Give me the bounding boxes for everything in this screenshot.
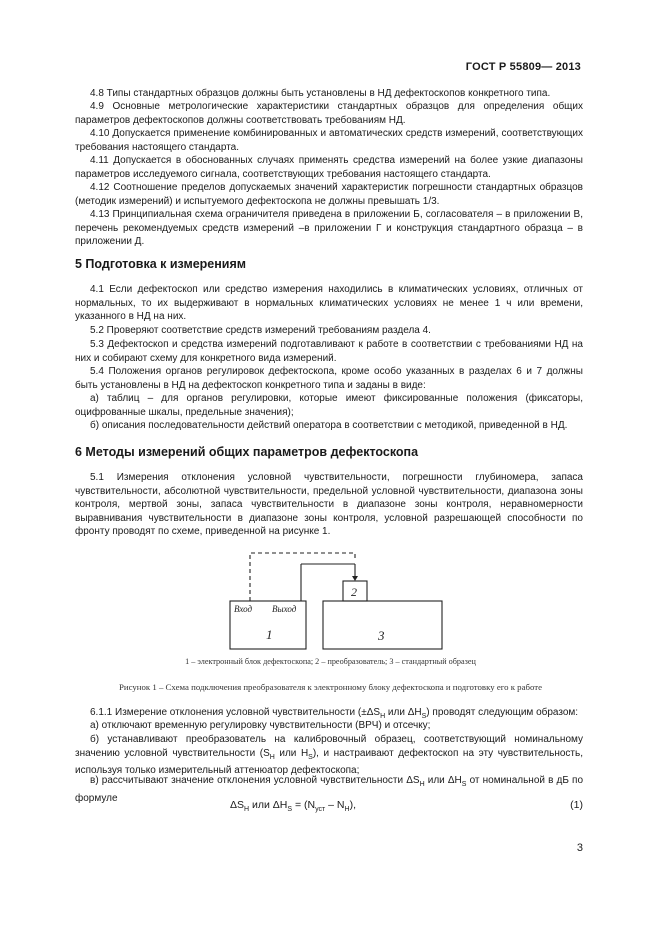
paragraph-text: а) таблиц – для органов регулировки, которые имеют фиксированные положения (фиксаторы, оцифрованные шкалы, предельные значения); [75,393,583,418]
paragraph-text: 4.12 Соотношение пределов допускаемых значений характеристик погрешности стандартных образцов (методик измерений) и испытуемого дефектоскопа не должны превышать 1/3. [75,182,583,207]
formula-number: (1) [570,799,583,811]
figure-title: Рисунок 1 – Схема подключения преобразователя к электронному блоку дефектоскопа и подготовку его к работе [119,682,542,692]
standard-header: ГОСТ Р 55809— 2013 [465,61,581,73]
text-run: или ΔH [424,775,462,786]
section-6-title: 6 Методы измерений общих параметров дефектоскопа [75,445,419,459]
paragraph-text: б) описания последовательности действий оператора в соответствии с методикой, приведенной в НД. [90,420,568,431]
paragraph-5-1 [75,283,583,324]
text-run: ), [349,799,356,811]
paragraph-6-1-1-b [75,733,583,778]
block-3-number: 3 [378,628,385,643]
subscript: S [461,781,467,788]
paragraph-5-4 [75,365,583,392]
paragraph-4-9 [75,100,583,127]
paragraph-4-10 [75,127,583,154]
subscript: H [244,806,250,814]
text-run: ), и настраивают дефектоскоп на эту чувствительность, используя только измерительный аттенюатор дефектоскопа; [75,747,583,777]
paragraph-text: 4.13 Принципиальная схема ограничителя приведена в приложении Б, согласователя – в приложении В, перечень рекомендуемых средств измерений –в приложении Г и конструкция стандартного образца – в приложении Д. [75,209,583,248]
subscript: S [308,753,313,761]
paragraph-4-13 [75,208,583,249]
paragraph-5-3 [75,338,583,365]
connection-diagram [226,548,446,652]
paragraph-6-1-1-a [75,719,583,733]
text-run: в) рассчитывают значение отклонения условной чувствительности ΔS [90,775,420,786]
text-run: ) проводят следующим образом: [426,707,579,718]
paragraph-6-intro [75,471,583,539]
text-run: или ΔH [249,799,288,811]
paragraph-text: 4.9 Основные метрологические характеристики стандартных образцов для определения общих параметров дефектоскопов должны соответствовать требованиям НД. [75,101,583,126]
section-5-title: 5 Подготовка к измерениям [75,257,247,271]
text-run: б) устанавливают преобразователь на калибровочный образец, соответствующий номинальному значению условной чувствительности (S [75,734,583,759]
text-run: или H [274,747,309,759]
text-run: а) отключают временную регулировку чувствительности (ВРЧ) и отсечку; [90,720,431,731]
paragraph-text: 5.2 Проверяют соответствие средств измерений требованиям раздела 4. [90,325,431,336]
text-run: – N [325,799,345,811]
text-run: = (N [292,799,316,811]
paragraph-4-8 [75,87,583,101]
paragraph-text: 5.3 Дефектоскоп и средства измерений подготавливают к работе в соответствии с требованиями НД на них и собирают схему для конкретного вида измерений. [75,339,583,364]
paragraph-5-2 [75,324,583,338]
block-1-number: 1 [266,627,273,642]
arrow-icon [352,576,358,581]
formula-expression [230,799,356,813]
paragraph-text: 4.8 Типы стандартных образцов должны быть установлены в НД дефектоскопов конкретного типа. [90,88,551,99]
paragraph-text: 4.11 Допускается в обоснованных случаях применять средства измерений на более узкие диапазоны параметров исследуемого сигнала, соответствующих требования настоящего стандарта. [75,155,583,180]
subscript: H [380,713,386,720]
text-run: ΔS [230,799,245,811]
subscript: H [344,806,350,814]
paragraph-5-4-a [75,392,583,419]
page-number: 3 [576,842,583,854]
paragraph-4-12 [75,181,583,208]
paragraph-text: 4.10 Допускается применение комбинированных и автоматических средств измерений, соответствующих требования настоящего стандарта. [75,128,583,153]
output-label: Выход [272,604,297,614]
paragraph-4-11 [75,154,583,181]
paragraph-text: 4.1 Если дефектоскоп или средство измерения находились в климатических условиях, отличных от нормальных, то их выдерживают в нормальных климатических условиях не менее 1 ч или времени, указанного в НД на них. [75,284,583,323]
subscript: H [419,781,425,788]
subscript: S [421,713,427,720]
input-dashed-wire [250,553,355,601]
subscript: S [287,806,293,814]
input-label: Вход [234,604,253,614]
text-run: 6.1.1 Измерение отклонения условной чувствительности (±ΔS [90,707,381,718]
block-2-number: 2 [351,585,357,599]
figure-legend: 1 – электронный блок дефектоскопа; 2 – преобразователь; 3 – стандартный образец [185,657,476,666]
text-run: или ΔH [385,707,422,718]
paragraph-text: 5.1 Измерения отклонения условной чувствительности, погрешности глубиномера, запаса чувствительности, абсолютной чувствительности, предельной условной чувствительности, диапазона зоны контроля, мертвой зоны, запаса чувствительности в диапазоне зоны контроля, неравномерности выравнивания чувствительности в диапазоне зоны контроля, условной разрешающей способности по фронту проводят по схеме, приведенной на рисунке 1. [75,472,583,538]
subscript: уст [315,806,326,814]
text-run: от номинальной в дБ по формуле [75,775,584,804]
paragraph-5-4-b [75,419,583,433]
paragraph-text: 5.4 Положения органов регулировок дефектоскопа, кроме особо указанных в разделах 6 и 7 должны быть установлены в НД на дефектоскоп конкретного типа и заданы в виде: [75,366,583,391]
subscript: H [269,753,275,761]
